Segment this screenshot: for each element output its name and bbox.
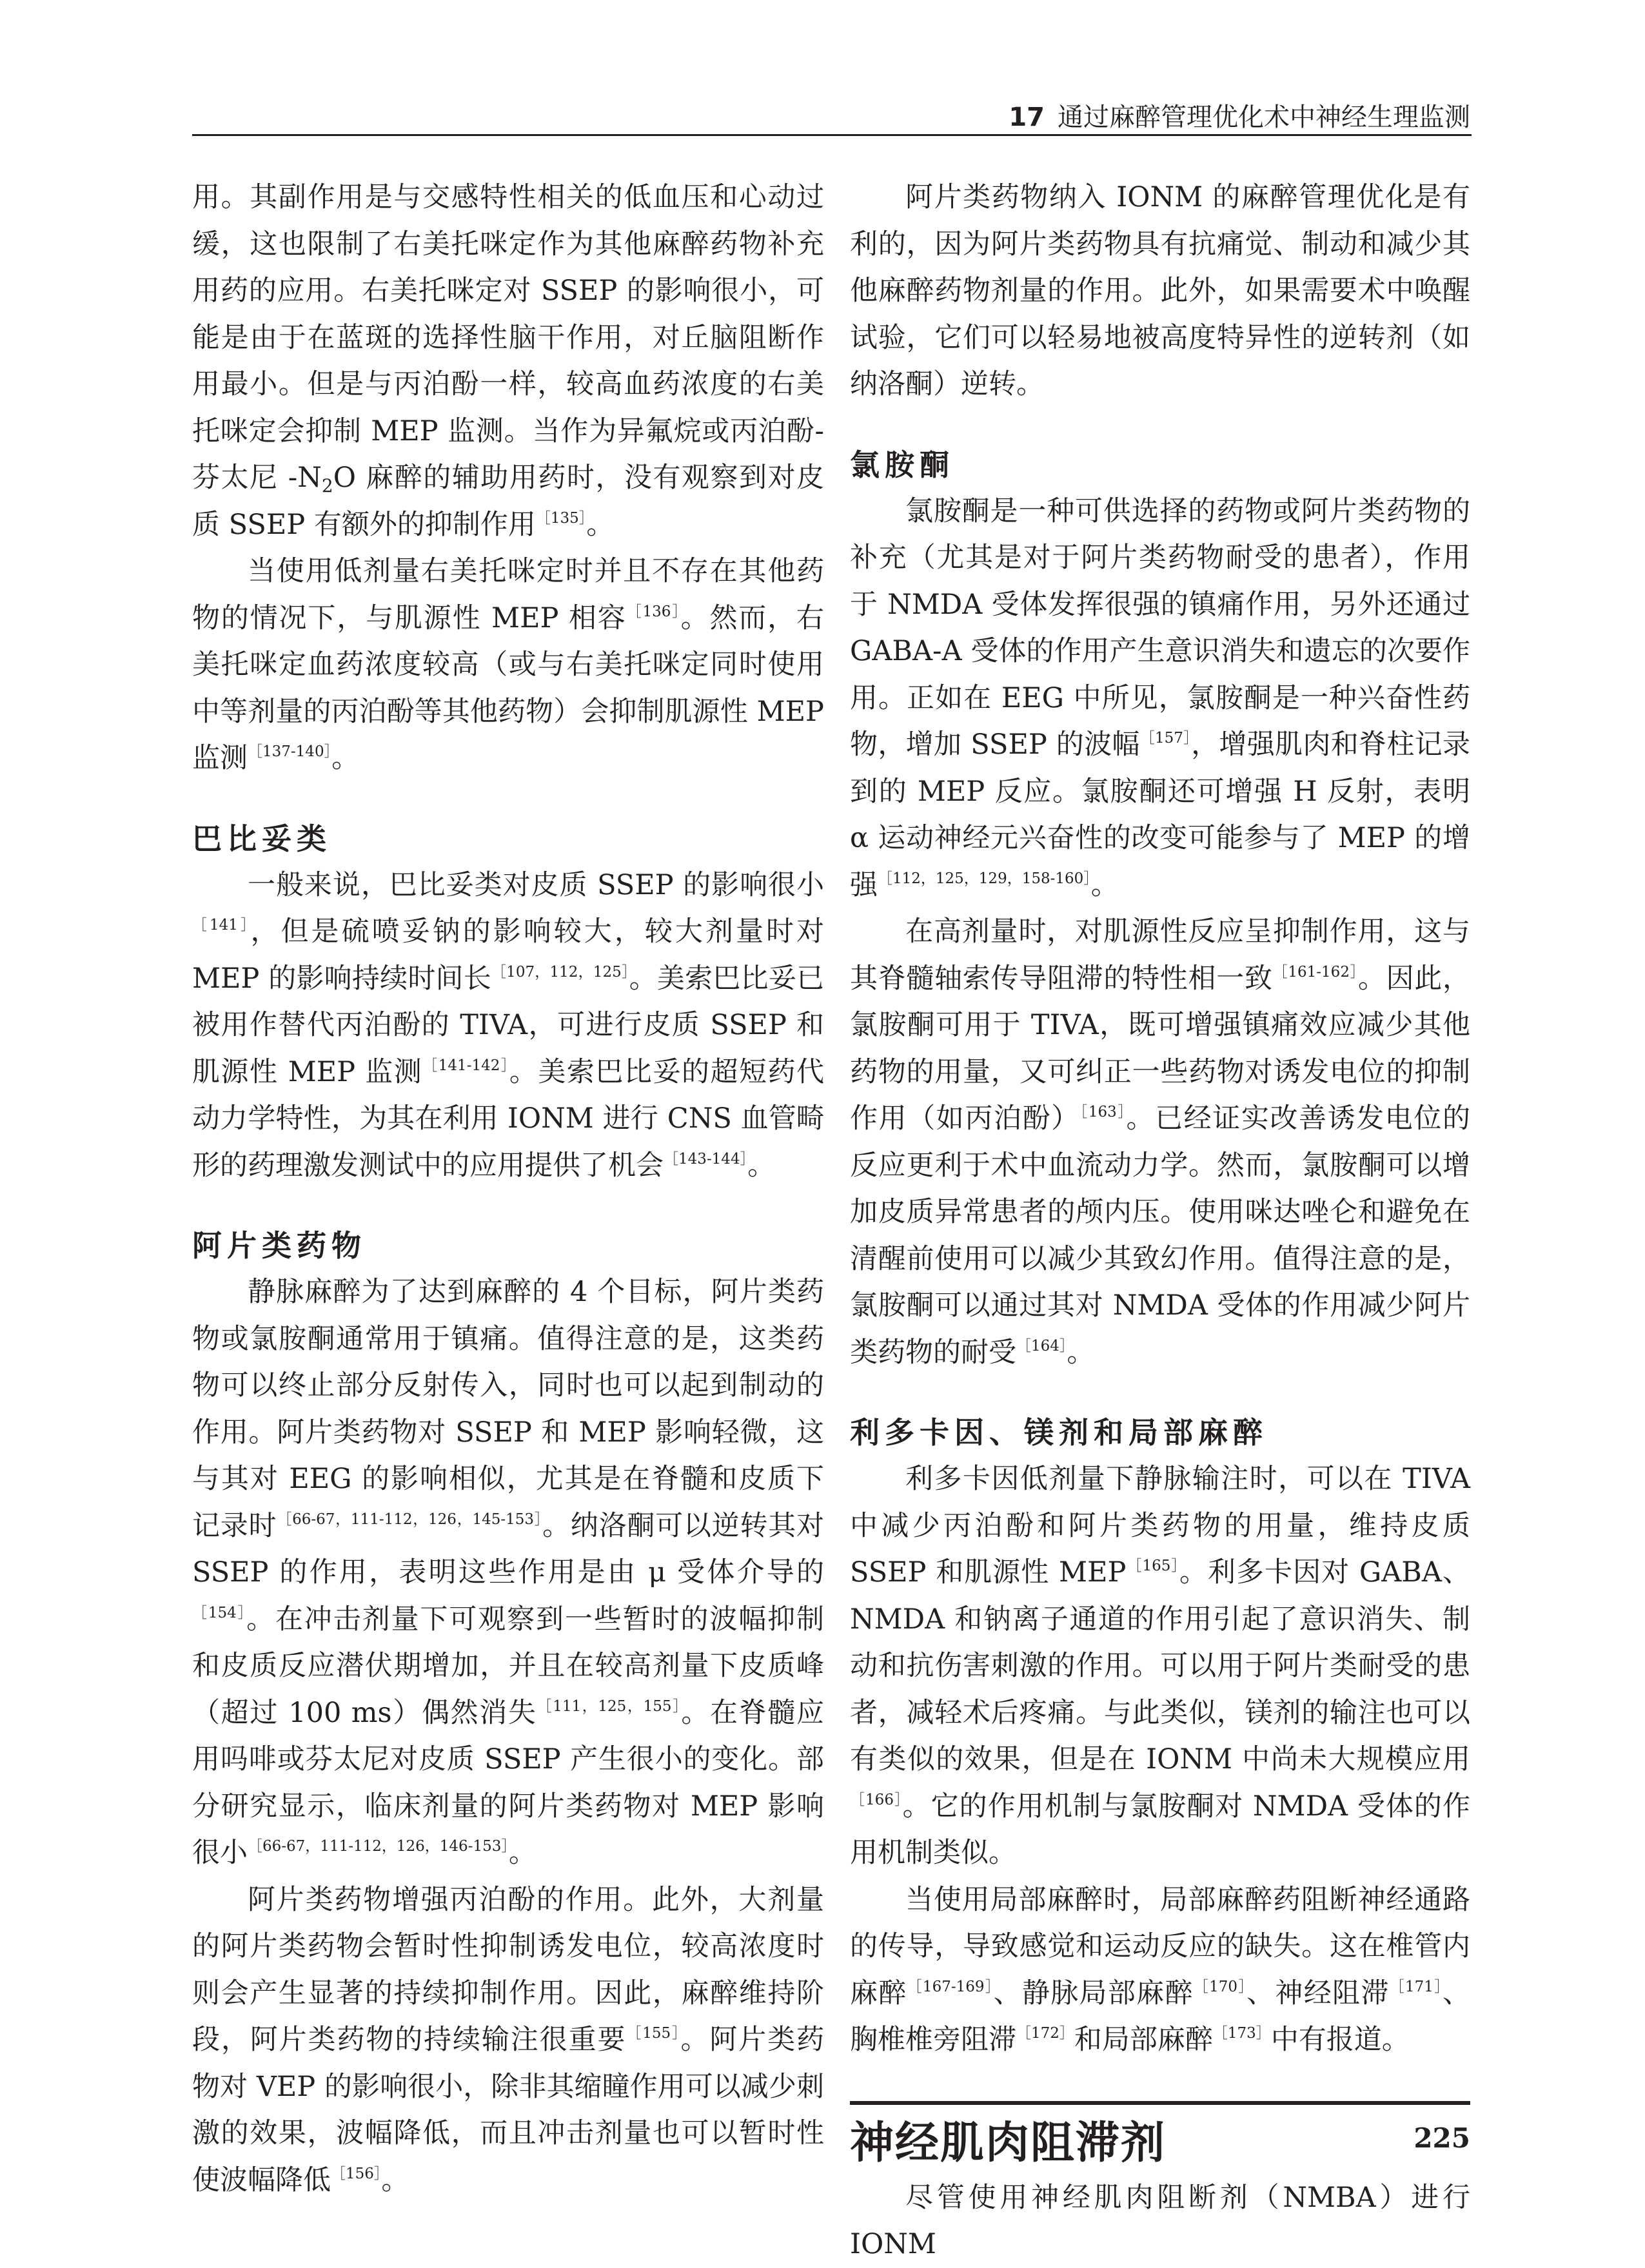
paragraph-opioids-1: 静脉麻醉为了达到麻醉的 4 个目标，阿片类药物或氯胺酮通常用于镇痛。值得注意的是，这类药物可以终止部分反射传入，同时也可以起到制动的作用。阿片类药物对 SSEP 和 MEP 影响轻微，这与其对 EEG 的影响相似，尤其是在脊髓和皮质下记录时$^{[66-67,111-112,126,145-153]}$。纳洛酮可以逆转其对 SSEP 的作用，表明这些作用是由 μ 受体介导的$^{[154]}$。在冲击剂量下可观察到一些暂时的波幅抑制和皮质反应潜伏期增加，并且在较高剂量下皮质峰（超过 100 ms）偶然消失$^{[111,125,155]}$。在脊髓应用吗啡或芬太尼对皮质 SSEP 产生很小的变化。部分研究显示，临床剂量的阿片类药物对 MEP 影响很小$^{[66-67,111-112,126,146-153]}$。: [192, 1276, 825, 1869]
heading-lidocaine: 利多卡因、镁剂和局部麻醉: [850, 1415, 1268, 1450]
paragraph-barbiturates: 一般来说，巴比妥类对皮质 SSEP 的影响很小$^{[141]}$，但是硫喷妥钠的影响较大，较大剂量时对 MEP 的影响持续时间长$^{[107,112,125]}$。美索巴比妥已被用作替代丙泊酚的 TIVA，可进行皮质 SSEP 和肌源性 MEP 监测$^{[141-142]}$。美索巴比妥的超短药代动力学特性，为其在利用 IONM 进行 CNS 血管畸形的药理激发测试中的应用提供了机会$^{[143-144]}$。: [192, 868, 825, 1182]
citation: ［164］: [1016, 1337, 1067, 1354]
citation: ［135］: [535, 509, 587, 527]
citation: ［157］: [1139, 730, 1192, 747]
citation: ［66-67，111-112，126，145-153］: [277, 1510, 543, 1528]
citation: ［136］: [626, 603, 681, 620]
citation: ［112，125，129，158-160］: [878, 870, 1091, 887]
paragraph-opioids-2: 阿片类药物增强丙泊酚的作用。此外，大剂量的阿片类药物会暂时性抑制诱发电位，较高浓度时则会产生显著的持续抑制作用。因此，麻醉维持阶段，阿片类药物的持续输注很重要$^{[155]}$。阿片类药物对 VEP 的影响很小，除非其缩瞳作用可以减少刺激的效果，波幅降低，而且冲击剂量也可以暂时性使波幅降低$^{[156]}$。: [192, 1883, 824, 2196]
citation: ［171］: [1389, 1978, 1443, 1995]
citation: ［143-144］: [664, 1150, 748, 1168]
paragraph-local-anesthesia: 当使用局部麻醉时，局部麻醉药阻断神经通路的传导，导致感觉和运动反应的缺失。这在椎管内麻醉$^{[167-169]}$、静脉局部麻醉$^{[170]}$、神经阻滞$^{[171]}$、胸椎椎旁阻滞$^{[172]}$和局部麻醉$^{[173]}$中有报道。: [850, 1883, 1470, 2056]
heading-ketamine: 氯胺酮: [850, 447, 954, 482]
citation: ［141］: [192, 917, 251, 934]
paragraph-dexmedetomidine-1: 用。其副作用是与交感特性相关的低血压和心动过缓，这也限制了右美托咪定作为其他麻醉药物补充用药的应用。右美托咪定对 SSEP 的影响很小，可能是由于在蓝斑的选择性脑干作用，对丘脑阻断作用最小。但是与丙泊酚一样，较高血药浓度的右美托咪定会抑制 MEP 监测。当作为异氟烷或丙泊酚-芬太尼 $-N_2O$ 麻醉的辅助用药时，没有观察到对皮质 SSEP 有额外的抑制作用$^{[135]}$。: [192, 181, 825, 541]
citation: ［163］: [1079, 1104, 1127, 1120]
citation: ［173］: [1212, 2025, 1271, 2042]
citation: ［154］: [192, 1604, 247, 1621]
paragraph-lidocaine: 利多卡因低剂量下静脉输注时，可以在 TIVA 中减少丙泊酚和阿片类药物的用量，维持皮质 SSEP 和肌源性 MEP$^{[165]}$。利多卡因对 GABA、NMDA 和钠离子通道的作用引起了意识消失、制动和抗伤害刺激的作用。可以用于阿片类耐受的患者，减轻术后疼痛。与此类似，镁剂的输注也可以有类似的效果，但是在 IONM 中尚未大规模应用$^{[166]}$。它的作用机制与氯胺酮对 NMDA 受体的作用机制类似。: [850, 1463, 1470, 1869]
citation: ［156］: [331, 2165, 382, 2182]
citation: ［137-140］: [248, 743, 332, 760]
citation: ［111，125，155］: [537, 1697, 682, 1715]
citation: ［165］: [1126, 1558, 1179, 1574]
chapter-title: 通过麻醉管理优化术中神经生理监测: [1058, 103, 1470, 132]
citation: ［166］: [850, 1791, 903, 1808]
subscript: 2: [321, 475, 333, 496]
heading-barbiturates: 巴比妥类: [192, 821, 331, 856]
citation: ［172］: [1016, 2025, 1074, 2042]
heading-opioids: 阿片类药物: [192, 1228, 366, 1263]
right-column: [850, 174, 1470, 2268]
left-column: [192, 174, 824, 2204]
chapter-number: 17: [1009, 103, 1045, 132]
header-rule: [192, 134, 1472, 136]
citation: ［167-169］: [907, 1978, 994, 1995]
citation: ［161-162］: [1272, 963, 1358, 981]
citation: ［141-142］: [422, 1057, 509, 1074]
paragraph-nmba: 尽管使用神经肌肉阻断剂（NMBA）进行 IONM: [850, 2181, 1470, 2260]
paragraph-opioids-3: 阿片类药物纳入 IONM 的麻醉管理优化是有利的，因为阿片类药物具有抗痛觉、制动和减少其他麻醉药物剂量的作用。此外，如果需要术中唤醒试验，它们可以轻易地被高度特异性的逆转剂（如纳洛酮）逆转。: [850, 181, 1470, 400]
citation: ［170］: [1193, 1978, 1247, 1995]
paragraph-ketamine-1: 氯胺酮是一种可供选择的药物或阿片类药物的补充（尤其是对于阿片类药物耐受的患者），作用于 NMDA 受体发挥很强的镇痛作用，另外还通过 GABA-A 受体的作用产生意识消失和遗忘的次要作用。正如在 EEG 中所见，氯胺酮是一种兴奋性药物，增加 SSEP 的波幅$^{[157]}$，增强肌肉和脊柱记录到的 MEP 反应。氯胺酮还可增强 H 反射，表明 α 运动神经元兴奋性的改变可能参与了 MEP 的增强$^{[112,125,129,158-160]}$。: [850, 494, 1470, 901]
section-rule: [850, 2101, 1470, 2105]
citation: ［107，112，125］: [491, 963, 629, 981]
section-title-nmba: 神经肌肉阻滞剂: [850, 2117, 1167, 2169]
paragraph-ketamine-2: 在高剂量时，对肌源性反应呈抑制作用，这与其脊髓轴索传导阻滞的特性相一致$^{[161-162]}$。因此，氯胺酮可用于 TIVA，既可增强镇痛效应减少其他药物的用量，又可纠正一些药物对诱发电位的抑制作用（如丙泊酚）$^{[163]}$。已经证实改善诱发电位的反应更利于术中血流动力学。然而，氯胺酮可以增加皮质异常患者的颅内压。使用咪达唑仑和避免在清醒前使用可以减少其致幻作用。值得注意的是，氯胺酮可以通过其对 NMDA 受体的作用减少阿片类药物的耐受$^{[164]}$。: [850, 915, 1471, 1369]
page-number: 225: [1414, 2122, 1470, 2154]
paragraph-dexmedetomidine-2: 当使用低剂量右美托咪定时并且不存在其他药物的情况下，与肌源性 MEP 相容$^{[136]}$。然而，右美托咪定血药浓度较高（或与右美托咪定同时使用中等剂量的丙泊酚等其他药物）会抑制肌源性 MEP 监测$^{[137-140]}$。: [192, 555, 825, 774]
citation: ［66-67，111-112，126，146-153］: [248, 1838, 509, 1855]
running-head: [967, 97, 1470, 133]
citation: ［155］: [626, 2025, 681, 2042]
